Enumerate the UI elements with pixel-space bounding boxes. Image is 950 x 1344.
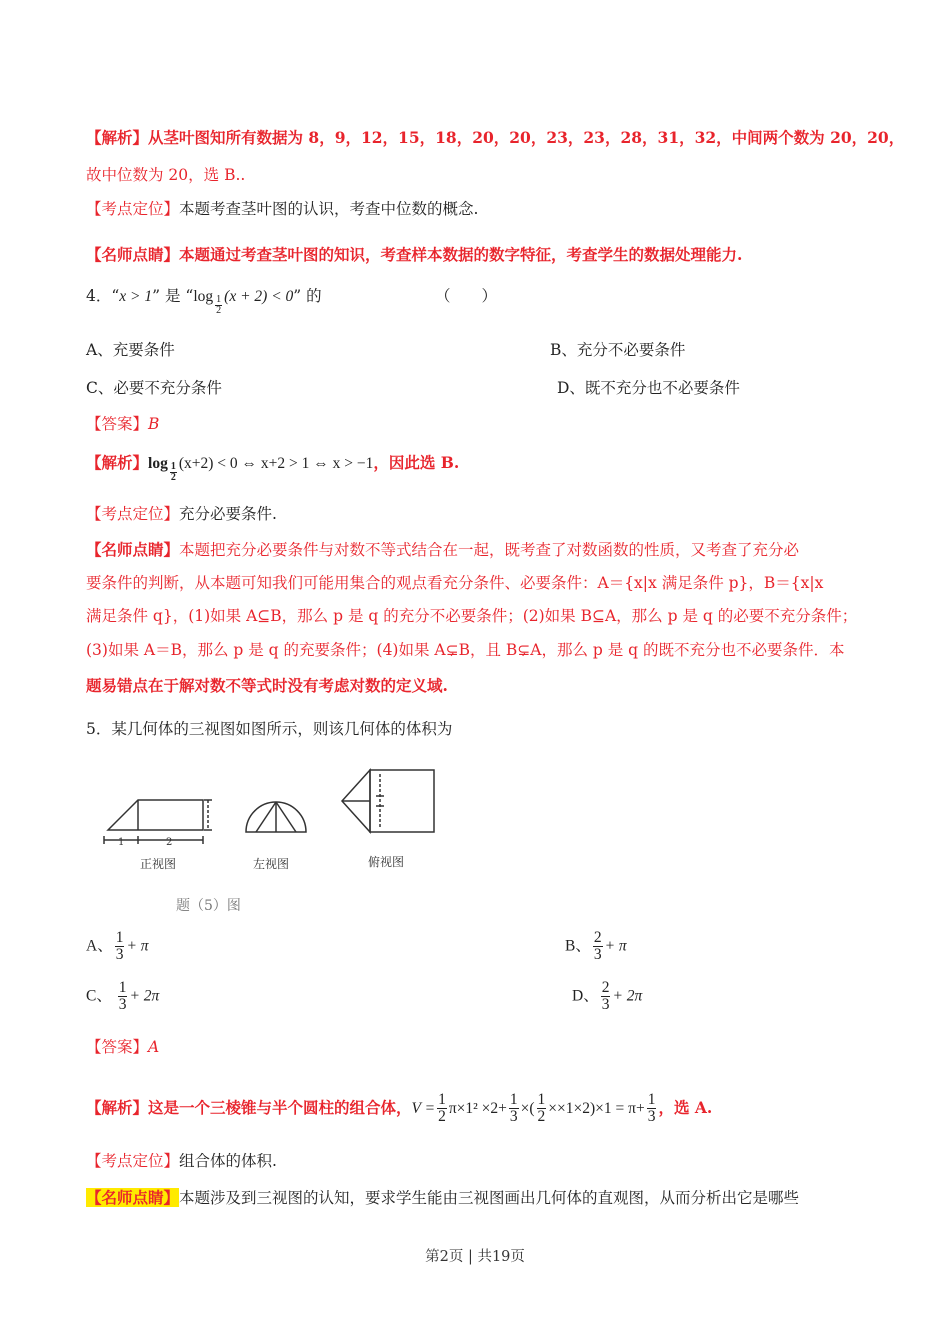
q4-mingshi-line3: 满足条件 q}，(1)如果 A⊆B，那么 p 是 q 的充分不必要条件；(2)如果 B⊆A，那么 p 是 q 的必要不充分条件； (86, 607, 858, 625)
q4-kaodian: 【考点定位】充分必要条件. (86, 505, 277, 523)
left-view-label: 左视图 (253, 857, 290, 871)
top-view-label: 俯视图 (368, 855, 405, 869)
q4-stem: 4．“x > 1” 是 “log $\frac{1}{2}$ (x + 2) < 0” 的 (86, 287, 322, 316)
q4-mingshi-line1: 【名师点睛】本题把充分必要条件与对数不等式结合在一起，既考查了对数函数的性质，又考查了充分必 (86, 540, 800, 559)
q3-mingshi: 【名师点睛】本题通过考查茎叶图的知识，考查样本数据的数字特征，考查学生的数据处理能力. (86, 245, 743, 264)
q4-analysis-tag: 【解析】 (86, 453, 149, 472)
q5-answer-value: A (148, 1038, 160, 1056)
q5-answer (86, 1036, 159, 1058)
q4-blank: （ ） (435, 287, 498, 305)
q5-three-view-figure (98, 760, 448, 920)
left-view-drawing (246, 802, 306, 832)
q5-kaodian: 【考点定位】组合体的体积. (86, 1152, 277, 1170)
q5-option-a: A、 $\frac{1}{3}$ + π (86, 929, 149, 964)
q5-mingshi: 【名师点睛】本题涉及到三视图的认知，要求学生能由三视图画出几何体的直观图，从而分析出它是哪些 (86, 1188, 800, 1207)
q4-answer (86, 413, 159, 435)
q3-analysis-line2: 故中位数为 20，选 B.. (86, 166, 246, 184)
q3-kaodian: 【考点定位】本题考查茎叶图的认识，考查中位数的概念. (86, 200, 479, 218)
q4-mingshi-line5: 题易错点在于解对数不等式时没有考虑对数的定义域. (86, 676, 448, 695)
q4-answer-value: B (148, 415, 160, 433)
q5-option-d: D、 $\frac{2}{3}$ + 2π (572, 979, 643, 1014)
q4-kaodian-tag: 【考点定位】 (86, 505, 180, 523)
top-view-drawing (342, 770, 434, 832)
q3-mingshi-tag: 【名师点睛】 (86, 245, 180, 264)
q4-analysis-log-base: $\frac{1}{2}$ (170, 460, 176, 483)
q3-kaodian-tag: 【考点定位】 (86, 200, 180, 218)
q5-answer-tag: 【答案】 (86, 1038, 149, 1056)
q5-option-b: B、 $\frac{2}{3}$ + π (565, 929, 627, 964)
q4-mingshi-tag: 【名师点睛】 (86, 540, 180, 559)
q4-analysis: 【解析】log $\frac{1}{2}$ (x+2) < 0 ⇔ x+2 > 1 ⇔ x > −1，因此选 B. (86, 453, 460, 483)
q5-kaodian-tag: 【考点定位】 (86, 1152, 180, 1170)
q4-option-d: D、既不充分也不必要条件 (557, 379, 740, 397)
q4-mingshi-line2: 要条件的判断，从本题可知我们可能用集合的观点看充分条件、必要条件：A＝{x|x 满足条件 p}，B＝{x|x (86, 574, 824, 592)
q5-analysis: 【解析】这是一个三棱锥与半个圆柱的组合体，V = $\frac{1}{2}$ π×1² ×2+ $\frac{1}{3}$ ×( $\frac{1}{2}$ ××1×2)×1 = π+ $\frac{1}{3}$ ，选 A. (86, 1091, 713, 1126)
q3-analysis-tag: 【解析】 (86, 128, 149, 147)
q4-log-base: $\frac{1}{2}$ (216, 293, 222, 316)
q5-stem: 5．某几何体的三视图如图所示，则该几何体的体积为 (86, 720, 453, 738)
q5-analysis-tag: 【解析】 (86, 1097, 149, 1117)
q5-option-c: C、 $\frac{1}{3}$ + 2π (86, 979, 160, 1014)
q3-analysis-line1: 【解析】从茎叶图知所有数据为 8，9，12，15，18，20，20，23，23，28，31，32，中间两个数为 20，20， (86, 128, 905, 147)
q5-mingshi-tag: 【名师点睛】 (86, 1188, 180, 1207)
front-view-label: 正视图 (140, 857, 177, 871)
q4-option-b: B、充分不必要条件 (550, 341, 686, 359)
q4-mingshi-line4: (3)如果 A＝B，那么 p 是 q 的充要条件；(4)如果 A⊊B，且 B⊊A，那么 p 是 q 的既不充分也不必要条件．本 (86, 641, 845, 659)
front-view-outline (108, 800, 203, 830)
page-footer: 第2页 | 共19页 (425, 1249, 525, 1265)
front-dim-1: 1 (118, 837, 125, 848)
q4-option-a: A、充要条件 (86, 341, 175, 359)
q4-answer-tag: 【答案】 (86, 415, 149, 433)
front-dim-2: 2 (166, 837, 173, 848)
q4-option-c: C、必要不充分条件 (86, 379, 222, 397)
figure-caption: 题（5）图 (176, 898, 241, 914)
